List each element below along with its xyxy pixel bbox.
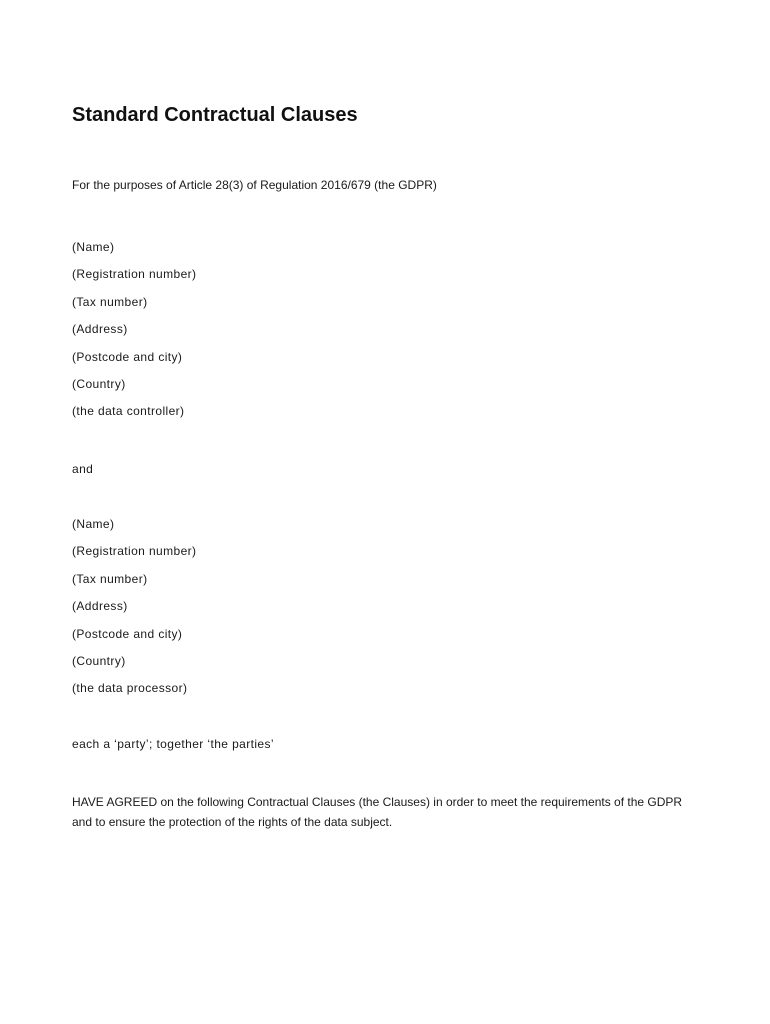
processor-postcode-city-field: (Postcode and city) [72,626,183,641]
controller-postcode-city-field: (Postcode and city) [72,349,183,364]
processor-role-label: (the data processor) [72,681,188,696]
processor-country-field: (Country) [72,653,126,668]
parties-definition: each a ‘party’; together ‘the parties’ [72,737,274,751]
agreement-paragraph: HAVE AGREED on the following Contractual Clauses (the Clauses) in order to meet the requirements of the GDPR and to ensure the protection of the rights of the data subject. [72,795,683,829]
controller-tax-number-field: (Tax number) [72,294,148,309]
document-title: Standard Contractual Clauses [72,104,358,126]
controller-party-block [72,240,196,432]
processor-address-field: (Address) [72,599,128,614]
controller-address-field: (Address) [72,322,128,337]
processor-tax-number-field: (Tax number) [72,571,148,586]
intro-text: For the purposes of Article 28(3) of Regulation 2016/679 (the GDPR) [72,178,437,192]
controller-role-label: (the data controller) [72,404,185,419]
processor-name-field: (Name) [72,517,115,531]
controller-registration-number-field: (Registration number) [72,267,197,282]
controller-name-field: (Name) [72,240,115,254]
controller-country-field: (Country) [72,376,126,391]
processor-registration-number-field: (Registration number) [72,544,197,559]
processor-party-block [72,517,196,709]
and-separator: and [72,462,94,476]
